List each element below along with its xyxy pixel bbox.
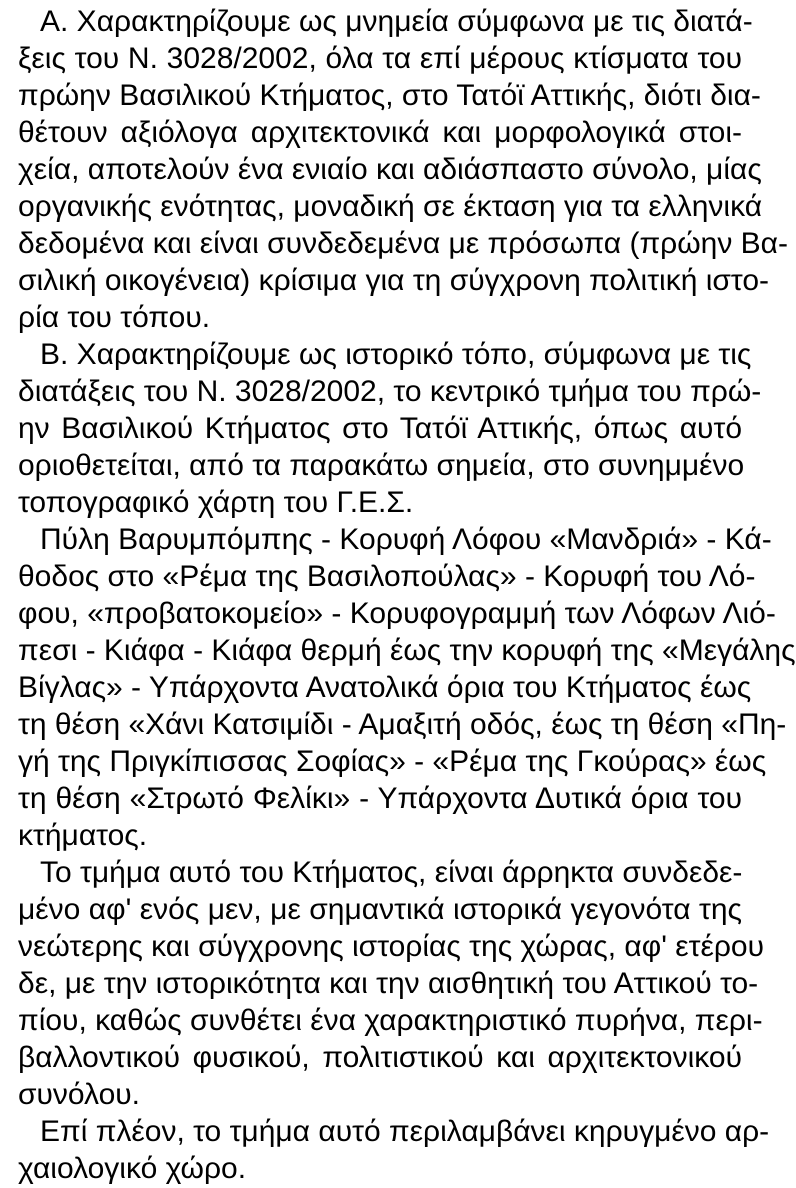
text-line: ξεις του Ν. 3028/2002, όλα τα επί μέρους κτίσματα του [18,42,742,75]
text-line: οργανικής ενότητας, μοναδική σε έκταση για τα ελληνικά [18,190,763,223]
text-line: Επί πλέον, το τμήμα αυτό περιλαμβάνει κηρυγμένο αρ- [40,1115,770,1148]
text-line: Α. Χαρακτηρίζουμε ως μνημεία σύμφωνα με τις διατά- [40,5,753,38]
text-line: πίου, καθώς συνθέτει ένα χαρακτηριστικό πυρήνα, περι- [18,1004,763,1037]
text-line: γή της Πριγκίπισσας Σοφίας» - «Ρέμα της Γκούρας» έως [18,745,767,778]
text-line: χεία, αποτελούν ένα ενιαίο και αδιάσπαστο σύνολο, μίας [18,153,762,186]
text-line: νεώτερης και σύγχρονης ιστορίας της χώρας, αφ' ετέρου [18,930,765,963]
text-line: πεσι - Κιάφα - Κιάφα θερμή έως την κορυφή της «Μεγάλης [18,634,796,667]
text-line: κτήματος. [18,819,148,852]
text-line: τη θέση «Χάνι Κατσιμίδι - Αμαξιτή οδός, έως τη θέση «Πη- [18,708,787,741]
text-line: βαλλοντικού φυσικού, πολιτιστικού και αρχιτεκτονικού [18,1041,742,1074]
text-line: θοδος στο «Ρέμα της Βασιλοπούλας» - Κορυφή του Λό- [18,560,756,593]
text-line: μένο αφ' ενός μεν, με σημαντικά ιστορικά γεγονότα της [18,893,742,926]
text-line: ρία του τόπου. [18,301,211,334]
text-line: δε, με την ιστορικότητα και την αισθητική του Αττικού το- [18,967,759,1000]
text-line: χαιολογικό χώρο. [18,1152,247,1185]
text-line: συνόλου. [18,1078,141,1111]
text-line: Πύλη Βαρυμπόμπης - Κορυφή Λόφου «Μανδριά» - Κά- [40,523,772,556]
text-line: θέτουν αξιόλογα αρχιτεκτονικά και μορφολογικά στοι- [18,116,742,149]
text-line: τοπογραφικό χάρτη του Γ.Ε.Σ. [18,486,414,519]
text-line: φου, «προβατοκομείο» - Κορυφογραμμή των Λόφων Λιό- [18,597,776,630]
text-line: Το τμήμα αυτό του Κτήματος, είναι άρρηκτα συνδεδε- [40,856,743,889]
text-line: Β. Χαρακτηρίζουμε ως ιστορικό τόπο, σύμφωνα με τις [40,338,752,371]
text-line: διατάξεις του Ν. 3028/2002, το κεντρικό τμήμα του πρώ- [18,375,762,408]
text-line: δεδομένα και είναι συνδεδεμένα με πρόσωπα (πρώην Βα- [18,227,789,260]
text-line: σιλική οικογένεια) κρίσιμα για τη σύγχρονη πολιτική ιστο- [18,264,770,297]
text-line: τη θέση «Στρωτό Φελίκι» - Υπάρχοντα Δυτικά όρια του [18,782,742,815]
text-line: ην Βασιλικού Κτήματος στο Τατόϊ Αττικής, όπως αυτό [18,412,742,445]
text-line: οριοθετείται, από τα παρακάτω σημεία, στο συνημμένο [18,449,745,482]
text-line: Βίγλας» - Υπάρχοντα Ανατολικά όρια του Κτήματος έως [18,671,752,704]
text-line: πρώην Βασιλικού Κτήματος, στο Τατόϊ Αττικής, διότι δια- [18,79,761,112]
